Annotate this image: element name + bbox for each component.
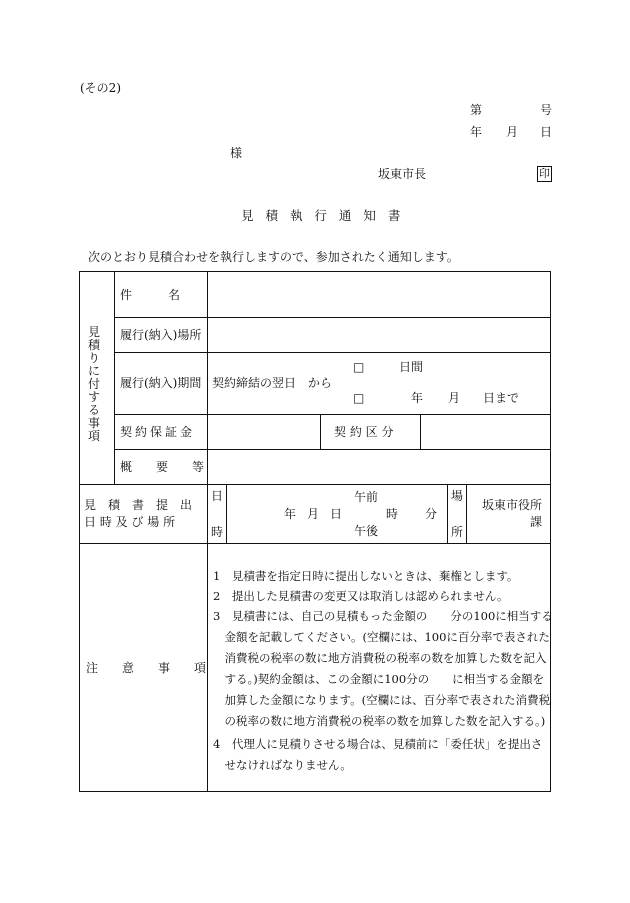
option2-checkbox: □ [353, 391, 365, 405]
document-title: 見 積 執 行 通 知 書 [241, 208, 405, 223]
group-label: 見積りに付する事項 [87, 325, 100, 443]
place-char-top: 場 [451, 489, 464, 503]
option2-month: 月 [448, 391, 461, 405]
seal-mark: 印 [539, 167, 550, 180]
option1-checkbox: □ [353, 360, 365, 374]
number-prefix: 第 [470, 103, 483, 117]
place-char-bottom: 所 [451, 525, 464, 539]
sub-year: 年 [284, 507, 297, 521]
label-item-name: 件 名 [120, 288, 181, 302]
note-line: 3 見積書には、自己の見積もった金額の 分の100に相当する [213, 609, 553, 623]
note-line: せなければなりません。 [213, 758, 352, 772]
note-line: する。)契約金額は、この金額に100分の に相当する金額を [213, 672, 545, 686]
sub-hour: 時 [386, 507, 399, 521]
sub-section: 課 [530, 515, 543, 529]
sub-am: 午前 [354, 490, 379, 504]
option2-until: 日まで [483, 391, 520, 405]
label-place: 履行(納入)場所 [120, 328, 202, 342]
notes-label: 注 意 事 項 [86, 661, 207, 675]
intro-text: 次のとおり見積合わせを執行しますので、参加されたく通知します。 [88, 250, 459, 264]
date-year: 年 [470, 125, 483, 139]
date-char-bottom: 時 [211, 525, 224, 539]
label-summary: 概 要 等 [120, 460, 205, 474]
note-line: 1 見積書を指定日時に提出しないときは、棄権とします。 [213, 569, 519, 583]
note-line: の税率の数に地方消費税の税率の数を加算した数を記入する。) [213, 714, 546, 728]
variant-label: (その2) [80, 81, 121, 95]
note-line: 消費税の税率の数に地方消費税の税率の数を加算した数を記入 [213, 651, 547, 665]
addressee-honorific: 様 [230, 146, 243, 160]
option2-year: 年 [411, 391, 424, 405]
sub-pm: 午後 [354, 524, 379, 538]
note-line: 2 提出した見積書の変更又は取消しは認められません。 [213, 589, 509, 603]
note-line: 加算した金額になります。(空欄には、百分率で表された消費税 [213, 693, 551, 707]
label-period: 履行(納入)期間 [120, 376, 202, 390]
sub-month: 月 [307, 507, 320, 521]
issuer-name: 坂東市長 [378, 167, 427, 181]
option1-unit: 日間 [399, 360, 424, 374]
note-line: 4 代理人に見積りさせる場合は、見積前に「委任状」を提出さ [213, 737, 543, 751]
sub-day: 日 [330, 507, 343, 521]
number-suffix: 号 [540, 103, 553, 117]
sub-minute: 分 [425, 507, 438, 521]
note-line: 金額を記載してください。(空欄には、100に百分率で表された [213, 630, 550, 644]
label-deposit: 契約保証金 [120, 425, 196, 439]
sub-office: 坂東市役所 [482, 498, 543, 512]
date-month: 月 [506, 125, 519, 139]
label-contract-type: 契 約 区 分 [334, 425, 394, 439]
date-char-top: 日 [211, 489, 224, 503]
period-start: 契約締結の翌日 から [212, 376, 333, 390]
submission-label-line1: 見 積 書 提 出 [84, 498, 193, 512]
submission-label-line2: 日 時 及 び 場 所 [84, 515, 176, 529]
date-day: 日 [540, 125, 553, 139]
